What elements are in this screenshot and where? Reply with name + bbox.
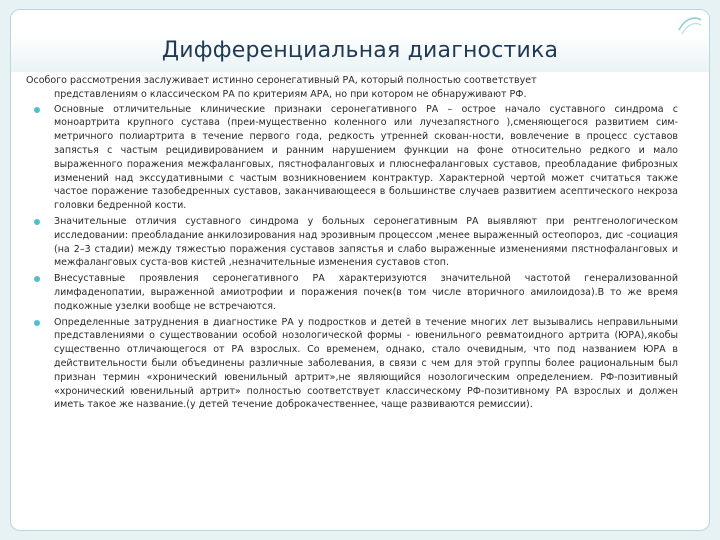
slide-body (26, 74, 678, 414)
list-item (26, 103, 678, 213)
bullet-dot-icon (34, 276, 40, 282)
corner-swirl-decoration (677, 14, 703, 36)
intro-line-1: Особого рассмотрения заслуживает истинно серонегативный РА, который полностью соответствует (26, 75, 537, 86)
list-item (26, 316, 678, 413)
bullet-list (26, 103, 678, 413)
intro-line-2: представлениям о классическом РА по критериям АРА, но при котором не обнаруживают РФ. (54, 88, 527, 100)
intro-paragraph (26, 74, 678, 102)
bullet-dot-icon (34, 320, 40, 326)
list-item (26, 272, 678, 313)
bullet-dot-icon (34, 219, 40, 225)
slide-title: Дифференциальная диагностика (161, 38, 559, 63)
bullet-text: Значительные отличия суставного синдрома у больных серонегативным РА выявляют при рентгенологическом исследовании: преобладание анкилозирования над эрозивным процессом ,менее выраженный остеопороз, дис -социация (на 2–3 стадии) между тяжестью поражения суставов запястья и слабо выраженные изменениями пястнофаланговых и межфаланговых суста-вов кистей ,незначительные изменения суставов стоп. (54, 215, 678, 269)
bullet-dot-icon (34, 107, 40, 113)
bullet-text: Определенные затруднения в диагностике РА у подростков и детей в течение многих лет вызывались неправильными представлениями о существовании особой нозологической формы - ювенильного ревматоидного артрита (ЮРА),якобы существенно отличающегося от РА взрослых. Со временем, однако, стало очевидным, что под названием ЮРА в действительности были объединены различные заболевания, в связи с чем для этой группы более рациональным был признан термин «хронический ювенильный артрит»,не являющийся нозологическим определением. РФ-позитивный «хронический ювенильный артрит» полностью соответствует классическому РФ-позитивному РА взрослых и должен иметь такое же название.(у детей течение доброкачественнее, чаще развиваются ремиссии). (54, 316, 678, 411)
bullet-text: Внесуставные проявления серонегативного РА характеризуются значительной частотой генерализованной лимфаденопатии, выраженной амиотрофии и поражения почек(в том числе вторичного амилоидоза).В то же время подкожные узелки вообще не встречаются. (54, 273, 678, 312)
list-item (26, 215, 678, 270)
bullet-text: Основные отличительные клинические признаки серонегативного РА – острое начало суставного синдрома с моноартрита крупного сустава (преи-мущественно коленного или лучезапястного ),сменяющегося развитием сим-метричного полиартрита в течение первого года, редкость утренней скован-ности, вовлечение в процесс суставов запястья с частым рецидивированием и ранним нарушением функции на фоне относительно редкого и мало выраженного поражения межфаланговых, пястнофаланговых и плюснефаланговых суставов, преобладание фиброзных изменений над экссудативными с частым возникновением контрактур. Характерной чертой может считаться также частое поражение тазобедренных суставов, заканчивающееся в большинстве случаев развитием асептического некроза головки бедренной кости. (54, 103, 678, 212)
